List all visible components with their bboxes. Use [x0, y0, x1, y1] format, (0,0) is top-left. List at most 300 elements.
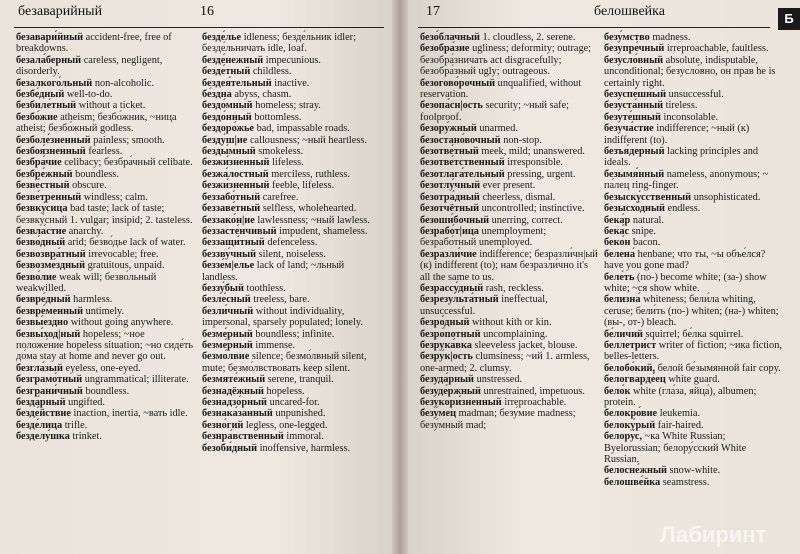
entry-headword: бе́здна: [202, 89, 232, 101]
entry-headword: безво́лие: [16, 271, 57, 283]
dictionary-entry: [420, 203, 598, 214]
left-page-number: 16: [200, 4, 214, 19]
entry-translation: childless.: [252, 66, 292, 78]
entry-headword: безостано́вочный: [420, 134, 501, 146]
dictionary-entry: [202, 192, 380, 203]
entry-translation: writer of fiction; ~ика fiction, belles-letters.: [604, 339, 782, 363]
dictionary-entry: [420, 283, 598, 294]
entry-headword: белошве́йка: [604, 476, 661, 488]
entry-translation: madman; безу́мие madness; безу́мный mad;: [420, 408, 576, 431]
entry-translation: белой бе́зымянной fair copy.: [657, 362, 781, 374]
entry-headword: безуда́рный: [420, 374, 474, 386]
dictionary-entry: [604, 294, 782, 328]
dictionary-entry: [202, 78, 380, 89]
dictionary-entry: [16, 157, 194, 168]
entry-translation: obscure.: [72, 180, 107, 192]
entry-translation: well-to-do.: [66, 89, 113, 101]
entry-headword: безрабо́т|ица: [420, 225, 479, 237]
dictionary-entry: [16, 249, 194, 260]
dictionary-entry: [202, 374, 380, 385]
entry-translation: indifference; безразли́чн|ый (к) indifferent (to); нам безразли́чно it's all the same to us.: [420, 248, 598, 283]
entry-headword: безды́мный: [202, 146, 256, 158]
entry-headword: бека́р: [604, 214, 631, 226]
entry-headword: белосне́жный: [604, 465, 667, 477]
entry-translation: uncontrolled; instinctive.: [481, 203, 585, 215]
entry-translation: inoffensive, harmless.: [259, 442, 351, 454]
entry-headword: безнадзо́рный: [202, 397, 267, 408]
entry-headword: беззасте́нчивый: [202, 225, 277, 237]
dictionary-entry: [604, 169, 782, 192]
thumb-index-tab: Б: [778, 8, 800, 30]
entry-translation: non-stop.: [503, 134, 542, 146]
entry-headword: бело́к: [604, 385, 631, 397]
entry-headword: безро́дный: [420, 317, 470, 329]
entry-headword: безысхо́дный: [604, 203, 665, 215]
entry-translation: ever present.: [482, 180, 536, 192]
dictionary-entry: [604, 146, 782, 169]
entry-translation: bacon.: [633, 237, 661, 249]
entry-headword: беллетри́ст: [604, 339, 657, 351]
entry-translation: silence; безмо́лвный silent, mute; безмо́лвствовать keep silent.: [202, 351, 367, 374]
dictionary-entry: [420, 169, 598, 180]
dictionary-entry: [202, 123, 380, 134]
publisher-watermark: Лабиринт: [660, 522, 767, 547]
left-column-2: [202, 32, 380, 454]
dictionary-entry: [202, 420, 380, 431]
dictionary-entry: [604, 386, 782, 409]
entry-translation: lack of land; ~льный landless.: [202, 260, 345, 283]
entry-translation: non-alcoholic.: [94, 77, 155, 89]
entry-translation: indifference; ~ный (к) indifferent (to).: [604, 123, 750, 146]
dictionary-entry: [420, 180, 598, 191]
dictionary-entry: [16, 180, 194, 191]
left-header-rule: [14, 27, 384, 28]
dictionary-entry: [604, 374, 782, 385]
entry-headword: безала́берный: [16, 54, 82, 66]
entry-headword: безме́рный: [202, 328, 253, 340]
dictionary-entry: [420, 317, 598, 328]
entry-headword: безалкого́льный: [16, 77, 93, 89]
entry-translation: irreproachable.: [504, 397, 567, 408]
entry-translation: windless; calm.: [83, 191, 148, 203]
entry-translation: arid; безво́дье lack of water.: [67, 237, 186, 249]
entry-headword: безжи́зненный: [202, 180, 270, 192]
entry-translation: endless.: [667, 203, 701, 215]
dictionary-entry: [420, 374, 598, 385]
entry-headword: безжи́зненный: [202, 157, 270, 169]
dictionary-entry: [16, 408, 194, 419]
entry-translation: clumsiness; ~ий 1. armless, one-armed; 2. clumsy.: [420, 351, 590, 374]
dictionary-entry: [420, 32, 598, 43]
entry-translation: untimely.: [85, 305, 125, 317]
entry-translation: bad, impassable roads.: [256, 123, 350, 135]
entry-translation: meek, mild; unanswered.: [481, 146, 585, 158]
entry-translation: unrestrained, impetuous.: [483, 385, 585, 397]
dictionary-entry: [202, 226, 380, 237]
dictionary-entry: [16, 100, 194, 111]
dictionary-entry: [420, 249, 598, 283]
entry-headword: безду́ш|ие: [202, 134, 248, 146]
dictionary-entry: [604, 89, 782, 100]
dictionary-entry: [202, 135, 380, 146]
dictionary-entry: [604, 420, 782, 431]
entry-translation: unerring, correct.: [491, 214, 563, 226]
entry-headword: безо́блачный: [420, 32, 480, 43]
entry-translation: madness.: [652, 32, 691, 43]
entry-translation: security; ~ный safe; foolproof.: [420, 100, 570, 123]
entry-translation: abyss, chasm.: [234, 89, 292, 101]
dictionary-entry: [202, 431, 380, 442]
entry-headword: безупре́чный: [604, 43, 665, 55]
entry-translation: ineffectual, unsuccessful.: [420, 294, 548, 317]
dictionary-entry: [604, 249, 782, 272]
entry-headword: безрассу́дный: [420, 282, 484, 294]
dictionary-entry: [202, 112, 380, 123]
entry-headword: бездо́нный: [202, 111, 252, 123]
entry-headword: безопа́сн|ость: [420, 100, 483, 112]
dictionary-entry: [202, 237, 380, 248]
dictionary-entry: [202, 397, 380, 408]
dictionary-entry: [16, 329, 194, 363]
entry-translation: inactive.: [274, 77, 310, 89]
entry-headword: безбоя́зненный: [16, 146, 86, 158]
entry-headword: белокро́вие: [604, 408, 658, 420]
entry-headword: безно́гий: [202, 419, 244, 431]
entry-headword: безбиле́тный: [16, 100, 77, 112]
entry-translation: unpunished.: [275, 408, 326, 420]
entry-headword: безору́жный: [420, 123, 477, 135]
entry-headword: безграни́чный: [16, 385, 83, 397]
dictionary-entry: [202, 100, 380, 111]
dictionary-entry: [16, 386, 194, 397]
entry-translation: henbane; что ты, ~ы объе́лся? have you gone mad?: [604, 248, 766, 272]
dictionary-entry: [420, 100, 598, 123]
dictionary-entry: [202, 408, 380, 419]
entry-headword: бездо́мный: [202, 100, 253, 112]
entry-translation: irreproachable, faultless.: [666, 43, 769, 55]
entry-translation: cheerless, dismal.: [482, 191, 556, 203]
dictionary-entry: [420, 215, 598, 226]
dictionary-entry: [16, 317, 194, 328]
entry-translation: selfless, wholehearted.: [262, 203, 357, 215]
entry-translation: 1. cloudless, 2. serene.: [482, 32, 576, 43]
entry-headword: беззву́чный: [202, 248, 257, 260]
entry-headword: безрезульта́тный: [420, 294, 499, 306]
dictionary-entry: [202, 443, 380, 454]
dictionary-entry: [16, 78, 194, 89]
entry-translation: uncared-for.: [269, 397, 320, 408]
entry-headword: беле́ть: [604, 271, 635, 283]
entry-translation: treeless, bare.: [253, 294, 310, 306]
entry-headword: безмяте́жный: [202, 374, 266, 386]
dictionary-entry: [420, 43, 598, 77]
right-header-rule: [418, 27, 770, 28]
right-header-word: белошвейка: [594, 4, 665, 19]
entry-headword: безнра́вственный: [202, 431, 284, 443]
dictionary-entry: [202, 203, 380, 214]
entry-translation: boundless.: [85, 385, 130, 397]
entry-translation: eyeless, one-eyed.: [65, 362, 141, 374]
dictionary-entry: [202, 89, 380, 100]
dictionary-entry: [420, 123, 598, 134]
entry-translation: careless, negligent, disorderly.: [16, 54, 163, 78]
entry-headword: безвла́стие: [16, 225, 67, 237]
entry-translation: nameless, anonymous; ~ па́лец ring-finger.: [604, 168, 769, 192]
entry-translation: boundless; infinite.: [255, 328, 335, 340]
entry-translation: bad taste; lack of taste; безвку́сный 1. vulgar; insipid; 2. tasteless.: [16, 203, 193, 226]
dictionary-entry: [16, 363, 194, 374]
entry-translation: inconsolable.: [663, 111, 719, 123]
dictionary-entry: [16, 32, 194, 55]
entry-translation: hopeless.: [266, 385, 305, 397]
dictionary-entry: [420, 78, 598, 101]
entry-headword: безле́сный: [202, 294, 251, 306]
entry-translation: absolute, indisputable, unconditional; безусло́вно, он прав he is certainly right.: [604, 54, 776, 89]
entry-translation: uncomplaining.: [483, 328, 548, 340]
dictionary-entry: [604, 32, 782, 43]
entry-headword: безогово́рочный: [420, 77, 496, 89]
dictionary-entry: [202, 386, 380, 397]
dictionary-entry: [202, 169, 380, 180]
dictionary-entry: [604, 43, 782, 54]
entry-translation: rash, reckless.: [485, 282, 544, 294]
entry-translation: legless, one-legged.: [245, 419, 328, 431]
entry-translation: impecunious.: [265, 54, 321, 66]
entry-headword: бе́личий: [604, 328, 643, 340]
entry-translation: ungifted.: [68, 397, 105, 408]
entry-translation: atheism; безбо́жник, ~ница atheist; безбо́жный godless.: [16, 111, 177, 135]
dictionary-entry: [202, 157, 380, 168]
entry-translation: trinket.: [72, 431, 102, 443]
entry-headword: безнадёжный: [202, 385, 264, 397]
dictionary-entry: [420, 294, 598, 317]
entry-headword: беко́н: [604, 237, 631, 249]
entry-translation: leukemia.: [659, 408, 701, 420]
entry-headword: безотлага́тельный: [420, 168, 505, 180]
entry-headword: безли́чный: [202, 305, 254, 317]
dictionary-entry: [604, 363, 782, 374]
entry-headword: безделу́шка: [16, 431, 70, 443]
entry-headword: белогварде́ец: [604, 374, 666, 386]
entry-headword: безграмо́тный: [16, 374, 83, 386]
entry-translation: white (гла́за, яйца́), albumen; protein.: [604, 385, 757, 408]
entry-translation: impudent, shameless.: [279, 225, 368, 237]
entry-headword: белобо́кий,: [604, 362, 656, 374]
dictionary-entry: [202, 340, 380, 351]
entry-translation: carefree.: [262, 191, 299, 203]
dictionary-entry: [16, 237, 194, 248]
entry-headword: безотчётный: [420, 203, 480, 215]
entry-headword: безнака́занный: [202, 408, 273, 420]
entry-headword: безавари́йный: [16, 32, 84, 43]
dictionary-entry: [202, 32, 380, 55]
dictionary-entry: [420, 135, 598, 146]
entry-headword: белена́: [604, 248, 636, 260]
entry-translation: without kith or kin.: [472, 317, 552, 329]
entry-translation: lacking principles and ideals.: [604, 146, 759, 169]
dictionary-entry: [202, 215, 380, 226]
entry-headword: беззащи́тный: [202, 237, 265, 249]
entry-headword: безуте́шный: [604, 111, 661, 123]
entry-headword: безуста́нный: [604, 100, 664, 112]
entry-translation: feeble, lifeless.: [272, 180, 335, 192]
dictionary-entry: [16, 431, 194, 442]
entry-translation: without a ticket.: [78, 100, 146, 112]
dictionary-entry: [420, 351, 598, 374]
entry-headword: безусло́вный: [604, 54, 664, 66]
dictionary-entry: [202, 306, 380, 329]
entry-headword: безвку́сица: [16, 203, 68, 215]
entry-translation: ~ка White Russian; Byelorussian; белору́сский White Russian.: [604, 431, 747, 466]
entry-headword: безу́мство: [604, 32, 650, 43]
entry-translation: unarmed.: [479, 123, 518, 135]
entry-translation: natural.: [632, 214, 664, 226]
dictionary-entry: [420, 192, 598, 203]
dictionary-entry: [604, 329, 782, 340]
dictionary-entry: [420, 340, 598, 351]
dictionary-entry: [420, 226, 598, 249]
entry-headword: безве́тренный: [16, 191, 82, 203]
entry-translation: unemployment; безрабо́тный unemployed.: [420, 225, 547, 249]
entry-translation: anarchy.: [68, 225, 104, 237]
dictionary-entry: [604, 112, 782, 123]
entry-translation: white guard.: [668, 374, 720, 386]
entry-headword: безбе́дный: [16, 89, 65, 101]
entry-headword: безотве́тный: [420, 146, 479, 158]
dictionary-entry: [16, 397, 194, 408]
entry-translation: toothless.: [246, 282, 286, 294]
entry-headword: беззу́бый: [202, 282, 244, 294]
dictionary-entry: [420, 397, 598, 408]
entry-headword: безве́стный: [16, 180, 70, 192]
entry-translation: painless; smooth.: [93, 134, 165, 146]
entry-headword: безде́нежный: [202, 54, 264, 66]
dictionary-entry: [604, 55, 782, 89]
entry-headword: безу́мец: [420, 408, 457, 420]
dictionary-entry: [202, 249, 380, 260]
entry-headword: безвы́ход|ный: [16, 328, 81, 340]
dictionary-entry: [202, 351, 380, 374]
dictionary-entry: [604, 272, 782, 295]
entry-headword: безро́потный: [420, 328, 481, 340]
entry-translation: gratuitous, unpaid.: [87, 260, 165, 272]
entry-headword: беззабо́тный: [202, 191, 261, 203]
entry-headword: безвы́ездно: [16, 317, 69, 329]
entry-translation: boundless.: [75, 168, 119, 180]
dictionary-entry: [16, 226, 194, 237]
entry-headword: безде́лица: [16, 419, 63, 431]
entry-translation: hopeless; ~ное положе́ние hopeless situation; ~но сиде́ть до́ма stay at home and never go out.: [16, 328, 194, 363]
dictionary-entry: [202, 294, 380, 305]
entry-headword: безжа́лостный: [202, 168, 269, 180]
entry-headword: безразли́чие: [420, 248, 477, 260]
entry-translation: fair-haired.: [657, 419, 704, 431]
entry-translation: irresponsible.: [507, 157, 563, 169]
entry-translation: trifle.: [64, 419, 88, 431]
entry-translation: tireless.: [665, 100, 698, 112]
entry-translation: unqualified, without reservation.: [420, 77, 582, 101]
entry-translation: serene, tranquil.: [267, 374, 334, 386]
right-column-2: [604, 32, 782, 488]
dictionary-entry: [604, 340, 782, 363]
entry-headword: белору́с,: [604, 431, 643, 443]
entry-translation: snipe.: [631, 225, 656, 237]
entry-headword: безвозвра́тный: [16, 248, 86, 260]
entry-headword: безыску́сственный: [604, 191, 692, 203]
entry-translation: homeless; stray.: [255, 100, 321, 112]
dictionary-entry: [16, 146, 194, 157]
dictionary-entry: [202, 180, 380, 191]
entry-headword: бека́с: [604, 225, 630, 237]
dictionary-entry: [16, 272, 194, 295]
dictionary-entry: [420, 408, 598, 431]
left-header-word: безаварийный: [18, 4, 103, 19]
entry-translation: bottomless.: [254, 111, 302, 123]
entry-headword: безбре́жный: [16, 168, 73, 180]
dictionary-entry: [16, 203, 194, 226]
dictionary-entry: [604, 431, 782, 465]
entry-headword: безуде́ржный: [420, 385, 481, 397]
entry-translation: fearless.: [88, 146, 123, 158]
entry-translation: unstressed.: [476, 374, 523, 386]
entry-headword: безболе́зненный: [16, 134, 91, 146]
entry-headword: беззе́м|елье: [202, 260, 255, 272]
entry-headword: безвозме́здный: [16, 260, 86, 272]
entry-translation: unsuccessful.: [668, 89, 724, 101]
entry-headword: безотве́тственный: [420, 157, 505, 169]
entry-translation: lifeless.: [272, 157, 304, 169]
entry-headword: безво́дный: [16, 237, 66, 249]
entry-headword: безде́йствие: [16, 408, 71, 420]
entry-translation: whiteness; бели́ла whiting, ceruse; бели́ть (по-) whiten; (на-) whiten; (вы-, от-) bleach.: [604, 294, 779, 329]
dictionary-entry: [604, 203, 782, 214]
dictionary-entry: [202, 283, 380, 294]
entry-headword: безвре́дный: [16, 294, 71, 306]
entry-translation: without individuality, impersonal, sparsely populated; lonely.: [202, 305, 363, 329]
entry-translation: inaction, inertia, ~вать idle.: [73, 408, 188, 420]
dictionary-entry: [202, 55, 380, 66]
entry-translation: callousness; ~ный heartless.: [249, 134, 367, 146]
entry-translation: silent, noiseless.: [258, 248, 326, 260]
entry-headword: безру́к|ость: [420, 351, 473, 363]
entry-translation: ungrammatical; illiterate.: [84, 374, 189, 386]
entry-headword: бездея́тельный: [202, 77, 272, 89]
dictionary-entry: [420, 146, 598, 157]
entry-headword: безда́рный: [16, 397, 66, 408]
dictionary-entry: [16, 374, 194, 385]
entry-translation: smokeless.: [258, 146, 304, 158]
dictionary-entry: [16, 306, 194, 317]
entry-headword: безбра́чие: [16, 157, 62, 169]
entry-headword: белоку́рый: [604, 419, 656, 431]
entry-translation: seamstress.: [662, 476, 710, 488]
entry-translation: unsophisticated.: [693, 191, 761, 203]
entry-translation: harmless.: [73, 294, 113, 306]
entry-translation: irrevocable; free.: [88, 248, 159, 260]
entry-translation: defenceless.: [267, 237, 318, 249]
dictionary-entry: [420, 386, 598, 397]
entry-translation: idleness; безде́льник idler; безде́льничать idle, loaf.: [202, 32, 356, 55]
entry-headword: безоши́бочный: [420, 214, 490, 226]
entry-translation: celibacy; безбра́чный celibate.: [64, 157, 193, 169]
dictionary-entry: [604, 215, 782, 226]
right-page-number: 17: [426, 4, 440, 19]
dictionary-entry: [16, 294, 194, 305]
entry-translation: accident-free, free of breakdowns.: [16, 32, 172, 55]
entry-translation: ugliness; deformity; outrage; безобра́зничать act disgracefully; безобра́зный ugly; outrageous.: [420, 43, 592, 78]
entry-translation: lawlessness; ~ный lawless.: [257, 214, 370, 226]
entry-headword: безобра́зие: [420, 43, 470, 55]
